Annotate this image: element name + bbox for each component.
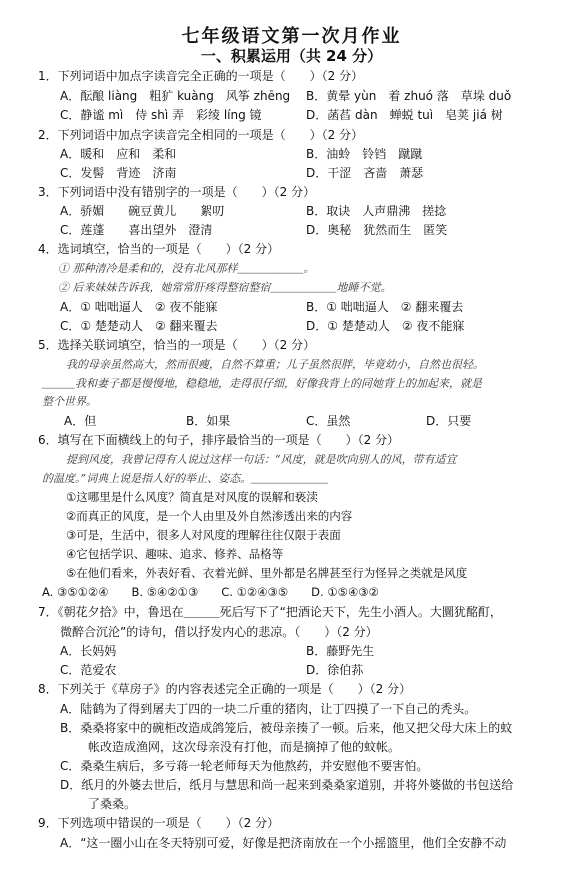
question-8-stem: 8．下列关于《草房子》的内容表述完全正确的一项是（ ）（2 分） xyxy=(38,682,412,696)
q7-option-a: A．长妈妈 xyxy=(60,644,117,658)
q7-option-c: C．范爱农 xyxy=(60,663,117,677)
q4-sentence-1: ① 那种清冷是柔和的，没有北风那样＿＿＿＿＿＿。 xyxy=(58,262,315,275)
q1-option-a: A．酝酿 liàng 粗犷 kuàng 风筝 zhēng xyxy=(60,89,291,103)
q7-option-d: D．徐伯荪 xyxy=(306,663,364,677)
q3-option-d: D．奥秘 犹然而生 匿笑 xyxy=(306,223,448,237)
q6-sentence-5: ⑤在他们看来，外表好看、衣着光鲜、里外都是名牌甚至行为怪异之类就是风度 xyxy=(66,566,468,580)
q3-option-b: B．取诀 人声鼎沸 搓捻 xyxy=(306,204,447,218)
q2-option-a: A．暖和 应和 柔和 xyxy=(60,147,177,161)
q5-passage-line-3: 整个世界。 xyxy=(42,395,97,408)
q2-option-b: B．油蛉 铃铛 蹴蹴 xyxy=(306,147,423,161)
page-title: 七年级语文第一次月作业 xyxy=(181,26,402,47)
q1-option-d: D．菡萏 dàn 蝉蜕 tuì 皂荚 jiá 树 xyxy=(306,108,503,122)
q2-option-c: C．发髻 背迹 济南 xyxy=(60,166,177,180)
q4-sentence-2: ② 后来妹妹告诉我，她常常肝疼得整宿整宿＿＿＿＿＿＿地睡不觉。 xyxy=(58,281,392,294)
q3-option-a: A．骄媚 碗豆黄儿 絮叨 xyxy=(60,204,225,218)
section-heading: 一、积累运用（共 24 分） xyxy=(200,47,383,65)
question-5-stem: 5．选择关联词填空，恰当的一项是（ ）（2 分） xyxy=(38,338,316,352)
q6-sentence-4: ④它包括学识、趣味、追求、修养、品格等 xyxy=(66,547,284,561)
q8-option-d-line-1: D．纸月的外婆去世后，纸月与慧思和尚一起来到桑桑家道别，并将外婆做的书包送给 xyxy=(60,778,514,792)
q6-sentence-1: ①这哪里是什么风度？简直是对风度的误解和亵渎 xyxy=(66,490,318,504)
question-9-stem: 9．下列选项中错误的一项是（ ）（2 分） xyxy=(38,816,280,830)
question-7-stem: 7．《朝花夕拾》中，鲁迅在＿＿＿死后写下了“把酒论天下，先生小酒人。大圜犹酩酊， xyxy=(38,605,502,619)
q7-option-b: B．藤野先生 xyxy=(306,644,375,658)
q6-sentence-2: ②而真正的风度，是一个人由里及外自然渗透出来的内容 xyxy=(66,509,353,523)
question-2-stem: 2．下列词语中加点字读音完全相同的一项是（ ）（2 分） xyxy=(38,128,364,142)
question-7-stem-line-2: 微醉合沉沦”的诗句，借以抒发内心的悲凉。（ ）（2 分） xyxy=(60,625,378,639)
q5-option-a: A．但 xyxy=(64,414,97,428)
q4-option-a: A．① 咄咄逼人 ② 夜不能寐 xyxy=(60,300,218,314)
q1-option-b: B．黄晕 yùn 着 zhuó 落 草垛 duǒ xyxy=(306,89,512,103)
q9-option-a: A．“这一圈小山在冬天特别可爱，好像是把济南放在一个小摇篮里，他们全安静不动 xyxy=(60,836,507,850)
q4-option-c: C．① 楚楚动人 ② 翻来覆去 xyxy=(60,319,218,333)
q6-options: A. ③⑤①②④ B. ⑤④②①③ C. ①②④③⑤ D. ①⑤④③② xyxy=(42,585,379,599)
q8-option-b-line-2: 帐改造成渔网，这次母亲没有打他，而是摘掉了他的蚊帐。 xyxy=(88,740,401,754)
q5-passage-line-2: ＿＿＿我和妻子都是慢慢地，稳稳地，走得很仔细，好像我背上的同她背上的加起来，就是 xyxy=(42,377,482,390)
q1-option-c: C．静谧 mì 侍 shì 弄 彩绫 líng 镜 xyxy=(60,108,262,122)
q4-option-d: D．① 楚楚动人 ② 夜不能寐 xyxy=(306,319,465,333)
question-1-stem: 1．下列词语中加点字读音完全正确的一项是（ ）（2 分） xyxy=(38,69,364,83)
q6-passage-line-1: 提到风度，我曾记得有人说过这样一句话：“风度，就是吹向别人的风，带有适宜 xyxy=(66,453,457,466)
q8-option-b-line-1: B．桑桑将家中的碗柜改造成鸽笼后，被母亲揍了一顿。后来，他又把父母大床上的蚊 xyxy=(60,721,513,735)
q5-option-c: C．虽然 xyxy=(306,414,351,428)
q8-option-c: C．桑桑生病后，多亏蒋一轮老师每天为他熬药，并安慰他不要害怕。 xyxy=(60,759,429,773)
q3-option-c: C．莲蓬 喜出望外 澄清 xyxy=(60,223,213,237)
q6-sentence-3: ③可是，生活中，很多人对风度的理解往往仅限于表面 xyxy=(66,528,341,542)
question-4-stem: 4．选词填空，恰当的一项是（ ）（2 分） xyxy=(38,242,280,256)
q5-option-b: B．如果 xyxy=(186,414,231,428)
q4-option-b: B．① 咄咄逼人 ② 翻来覆去 xyxy=(306,300,464,314)
q8-option-a: A．陆鹤为了得到屠夫丁四的一块二斤重的猪肉，让丁四摸了一下自己的秃头。 xyxy=(60,702,477,716)
question-3-stem: 3．下列词语中没有错别字的一项是（ ）（2 分） xyxy=(38,185,316,199)
q5-passage-line-1: 我的母亲虽然高大，然而很瘦，自然不算重；儿子虽然很胖，毕竟幼小，自然也很轻。 xyxy=(66,358,484,371)
q2-option-d: D．干涩 吝啬 萧瑟 xyxy=(306,166,424,180)
question-6-stem: 6．填写在下面横线上的句子，排序最恰当的一项是（ ）（2 分） xyxy=(38,433,400,447)
q8-option-d-line-2: 了桑桑。 xyxy=(88,797,137,811)
q6-passage-line-2: 的温度。”词典上说是指人好的举止、姿态。＿＿＿＿＿＿＿ xyxy=(42,472,329,485)
q5-option-d: D．只要 xyxy=(426,414,472,428)
